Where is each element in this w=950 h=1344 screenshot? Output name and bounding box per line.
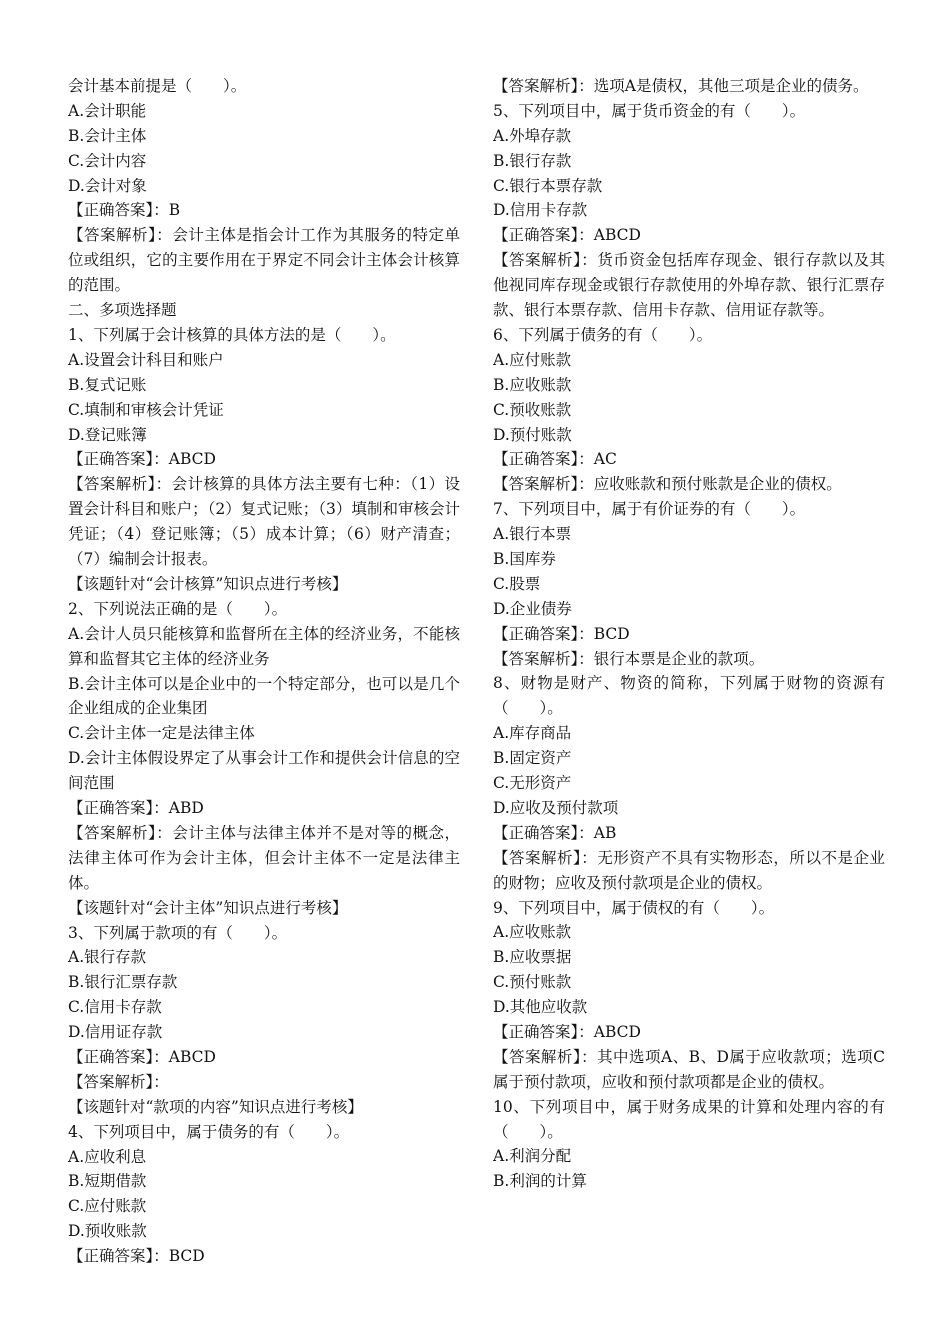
question-stem: 8、财物是财产、物资的简称，下列属于财物的资源有（ ）。 <box>493 674 885 718</box>
answer-option: B.应收票据 <box>493 948 572 967</box>
answer-option: C.会计内容 <box>68 151 147 170</box>
question-stem: 5、下列项目中，属于货币资金的有（ ）。 <box>493 101 806 120</box>
answer-option: C.预收账款 <box>493 400 572 419</box>
correct-answer: 【正确答案】：B <box>68 201 181 220</box>
answer-explanation: 【答案解析】：其中选项A、B、D属于应收款项；选项C属于预付款项，应收和预付款项都是企业的债权。 <box>493 1047 885 1091</box>
answer-option: C.股票 <box>493 574 541 593</box>
question-stem: 3、下列属于款项的有（ ）。 <box>68 923 288 942</box>
answer-explanation: 【答案解析】：无形资产不具有实物形态，所以不是企业的财物；应收及预付款项是企业的债权。 <box>493 848 885 892</box>
answer-option: B.会计主体 <box>68 126 147 145</box>
paragraph-block <box>493 248 885 323</box>
answer-option: B.银行存款 <box>493 151 572 170</box>
answer-option: D.企业债券 <box>493 599 572 618</box>
question-stem: 10、下列项目中，属于财务成果的计算和处理内容的有（ ）。 <box>493 1097 885 1141</box>
answer-option: B.会计主体可以是企业中的一个特定部分，也可以是几个企业组成的企业集团 <box>68 674 460 718</box>
paragraph-block <box>68 223 460 298</box>
answer-option: D.信用证存款 <box>68 1023 163 1042</box>
answer-explanation: 【答案解析】：会计核算的具体方法主要有七种：（1）设置会计科目和账户；（2）复式记账；（3）填制和审核会计凭证；（4）登记账簿；（5）成本计算；（6）财产清查；（7）编制会计报表。 <box>68 475 460 569</box>
answer-option: A.会计人员只能核算和监督所在主体的经济业务，不能核算和监督其它主体的经济业务 <box>68 624 460 668</box>
answer-option: A.银行存款 <box>68 948 147 967</box>
question-stem: 7、下列项目中，属于有价证券的有（ ）。 <box>493 500 806 519</box>
topic-note: 【该题针对“会计核算”知识点进行考核】 <box>68 574 348 593</box>
answer-option: D.预付账款 <box>493 425 572 444</box>
answer-explanation: 【答案解析】：选项A是债权，其他三项是企业的债务。 <box>493 77 869 95</box>
answer-option: B.应收账款 <box>493 375 572 394</box>
section-heading: 二、多项选择题 <box>68 301 177 320</box>
answer-option: C.无形资产 <box>493 774 572 793</box>
correct-answer: 【正确答案】：AB <box>493 823 617 842</box>
answer-option: A.设置会计科目和账户 <box>68 350 224 369</box>
answer-option: B.国库券 <box>493 549 556 568</box>
answer-option: B.复式记账 <box>68 375 147 394</box>
answer-option: A.库存商品 <box>493 724 572 743</box>
answer-option: C.银行本票存款 <box>493 176 603 195</box>
paragraph-block <box>493 671 885 721</box>
answer-option: C.信用卡存款 <box>68 998 162 1017</box>
answer-option: D.其他应收款 <box>493 998 588 1017</box>
question-stem: 2、下列说法正确的是（ ）。 <box>68 599 288 618</box>
question-stem: 4、下列项目中，属于债务的有（ ）。 <box>68 1122 350 1141</box>
paragraph-block <box>493 846 885 896</box>
answer-explanation: 【答案解析】：会计主体与法律主体并不是对等的概念，法律主体可作为会计主体，但会计主体不一定是法律主体。 <box>68 823 460 892</box>
paragraph-block <box>68 472 460 572</box>
topic-note: 【该题针对“款项的内容”知识点进行考核】 <box>68 1097 363 1116</box>
paragraph-block <box>68 622 460 672</box>
answer-option: D.登记账簿 <box>68 425 147 444</box>
paragraph-block <box>68 746 460 796</box>
answer-explanation: 【答案解析】： <box>68 1072 169 1091</box>
answer-option: A.会计职能 <box>68 101 147 120</box>
correct-answer: 【正确答案】：ABCD <box>68 1047 216 1066</box>
answer-explanation: 【答案解析】：会计主体是指会计工作为其服务的特定单位或组织，它的主要作用在于界定不同会计主体会计核算的范围。 <box>68 226 460 295</box>
answer-option: A.外埠存款 <box>493 126 572 145</box>
question-stem: 6、下列属于债务的有（ ）。 <box>493 325 713 344</box>
correct-answer: 【正确答案】：BCD <box>68 1247 205 1266</box>
topic-note: 【该题针对“会计主体”知识点进行考核】 <box>68 898 348 917</box>
right-column <box>493 74 885 1194</box>
answer-option: B.利润的计算 <box>493 1172 587 1191</box>
answer-option: B.银行汇票存款 <box>68 973 178 992</box>
paragraph-block <box>493 74 885 99</box>
correct-answer: 【正确答案】：AC <box>493 450 617 469</box>
paragraph-block <box>68 672 460 722</box>
paragraph-block <box>68 821 460 896</box>
question-text: 会计基本前提是（ ）。 <box>68 77 247 95</box>
correct-answer: 【正确答案】：ABCD <box>68 450 216 469</box>
correct-answer: 【正确答案】：ABD <box>68 799 204 818</box>
answer-option: C.应付账款 <box>68 1197 147 1216</box>
answer-option: A.银行本票 <box>493 525 572 544</box>
answer-option: D.会计主体假设界定了从事会计工作和提供会计信息的空间范围 <box>68 749 460 793</box>
answer-option: C.预付账款 <box>493 973 572 992</box>
answer-option: D.信用卡存款 <box>493 201 588 220</box>
answer-option: C.会计主体一定是法律主体 <box>68 724 255 743</box>
answer-option: D.应收及预付款项 <box>493 798 619 817</box>
answer-explanation: 【答案解析】：银行本票是企业的款项。 <box>493 649 765 668</box>
answer-option: A.应付账款 <box>493 350 572 369</box>
left-column <box>68 74 460 1269</box>
answer-option: A.利润分配 <box>493 1147 572 1166</box>
correct-answer: 【正确答案】：BCD <box>493 624 630 643</box>
answer-option: B.固定资产 <box>493 749 572 768</box>
answer-option: B.短期借款 <box>68 1172 147 1191</box>
question-stem: 9、下列项目中，属于债权的有（ ）。 <box>493 898 775 917</box>
correct-answer: 【正确答案】：ABCD <box>493 1022 641 1041</box>
answer-explanation: 【答案解析】：货币资金包括库存现金、银行存款以及其他视同库存现金或银行存款使用的外埠存款、银行汇票存款、银行本票存款、信用卡存款、信用证存款等。 <box>493 251 885 320</box>
answer-explanation: 【答案解析】：应收账款和预付账款是企业的债权。 <box>493 475 842 494</box>
correct-answer: 【正确答案】：ABCD <box>493 226 641 245</box>
paragraph-block <box>493 1095 885 1145</box>
answer-option: D.会计对象 <box>68 176 147 195</box>
answer-option: A.应收利息 <box>68 1147 147 1166</box>
question-stem: 1、下列属于会计核算的具体方法的是（ ）。 <box>68 325 396 344</box>
answer-option: D.预收账款 <box>68 1222 147 1241</box>
answer-option: C.填制和审核会计凭证 <box>68 400 224 419</box>
paragraph-block <box>493 1045 885 1095</box>
answer-option: A.应收账款 <box>493 923 572 942</box>
